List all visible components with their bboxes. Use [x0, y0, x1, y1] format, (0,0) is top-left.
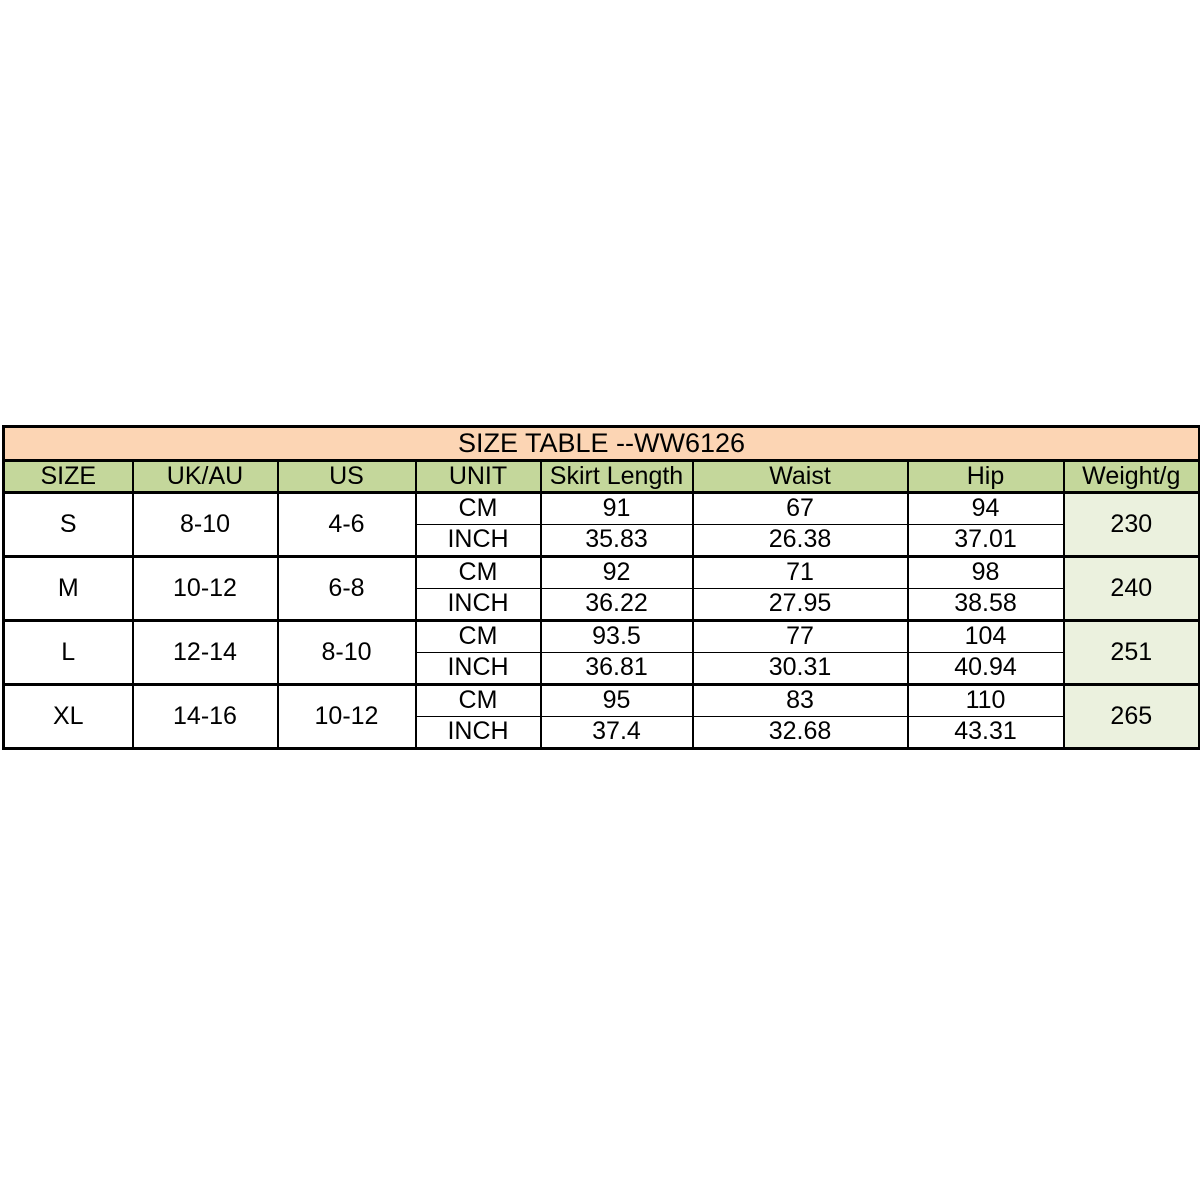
unit-cm-cell: CM — [416, 557, 541, 589]
us-cell: 8-10 — [278, 621, 416, 685]
skirt-length-inch-value: 36.22 — [541, 589, 693, 621]
unit-inch-cell: INCH — [416, 653, 541, 685]
table-row-l-cm — [4, 621, 1200, 653]
skirt-length-inch-value: 37.4 — [541, 717, 693, 749]
table-row-m-cm — [4, 557, 1200, 589]
weight-cell: 265 — [1064, 685, 1200, 749]
waist-inch-value: 26.38 — [693, 525, 908, 557]
column-header-us: US — [278, 461, 416, 493]
title-row — [4, 427, 1200, 461]
waist-cm-value: 67 — [693, 493, 908, 525]
uk-au-cell: 8-10 — [133, 493, 278, 557]
us-cell: 6-8 — [278, 557, 416, 621]
hip-inch-value: 38.58 — [908, 589, 1064, 621]
waist-inch-value: 27.95 — [693, 589, 908, 621]
column-header-uk-au: UK/AU — [133, 461, 278, 493]
uk-au-cell: 10-12 — [133, 557, 278, 621]
size-table — [2, 425, 1200, 750]
column-header-weight: Weight/g — [1064, 461, 1200, 493]
weight-cell: 251 — [1064, 621, 1200, 685]
skirt-length-cm-value: 95 — [541, 685, 693, 717]
hip-cm-value: 110 — [908, 685, 1064, 717]
column-header-unit: UNIT — [416, 461, 541, 493]
hip-inch-value: 40.94 — [908, 653, 1064, 685]
skirt-length-cm-value: 91 — [541, 493, 693, 525]
hip-inch-value: 37.01 — [908, 525, 1064, 557]
size-cell: M — [4, 557, 133, 621]
waist-cm-value: 77 — [693, 621, 908, 653]
us-cell: 10-12 — [278, 685, 416, 749]
uk-au-cell: 14-16 — [133, 685, 278, 749]
skirt-length-inch-value: 36.81 — [541, 653, 693, 685]
hip-cm-value: 104 — [908, 621, 1064, 653]
table-title: SIZE TABLE --WW6126 — [4, 427, 1200, 461]
waist-cm-value: 71 — [693, 557, 908, 589]
skirt-length-cm-value: 92 — [541, 557, 693, 589]
waist-inch-value: 30.31 — [693, 653, 908, 685]
column-header-hip: Hip — [908, 461, 1064, 493]
size-cell: XL — [4, 685, 133, 749]
us-cell: 4-6 — [278, 493, 416, 557]
size-cell: S — [4, 493, 133, 557]
header-row — [4, 461, 1200, 493]
hip-cm-value: 94 — [908, 493, 1064, 525]
unit-cm-cell: CM — [416, 685, 541, 717]
hip-inch-value: 43.31 — [908, 717, 1064, 749]
weight-cell: 230 — [1064, 493, 1200, 557]
column-header-size: SIZE — [4, 461, 133, 493]
unit-inch-cell: INCH — [416, 525, 541, 557]
table-row-xl-cm — [4, 685, 1200, 717]
waist-cm-value: 83 — [693, 685, 908, 717]
table-row-s-cm — [4, 493, 1200, 525]
size-cell: L — [4, 621, 133, 685]
unit-inch-cell: INCH — [416, 589, 541, 621]
unit-cm-cell: CM — [416, 621, 541, 653]
waist-inch-value: 32.68 — [693, 717, 908, 749]
unit-cm-cell: CM — [416, 493, 541, 525]
column-header-skirt-length: Skirt Length — [541, 461, 693, 493]
unit-inch-cell: INCH — [416, 717, 541, 749]
uk-au-cell: 12-14 — [133, 621, 278, 685]
skirt-length-inch-value: 35.83 — [541, 525, 693, 557]
hip-cm-value: 98 — [908, 557, 1064, 589]
weight-cell: 240 — [1064, 557, 1200, 621]
column-header-waist: Waist — [693, 461, 908, 493]
skirt-length-cm-value: 93.5 — [541, 621, 693, 653]
